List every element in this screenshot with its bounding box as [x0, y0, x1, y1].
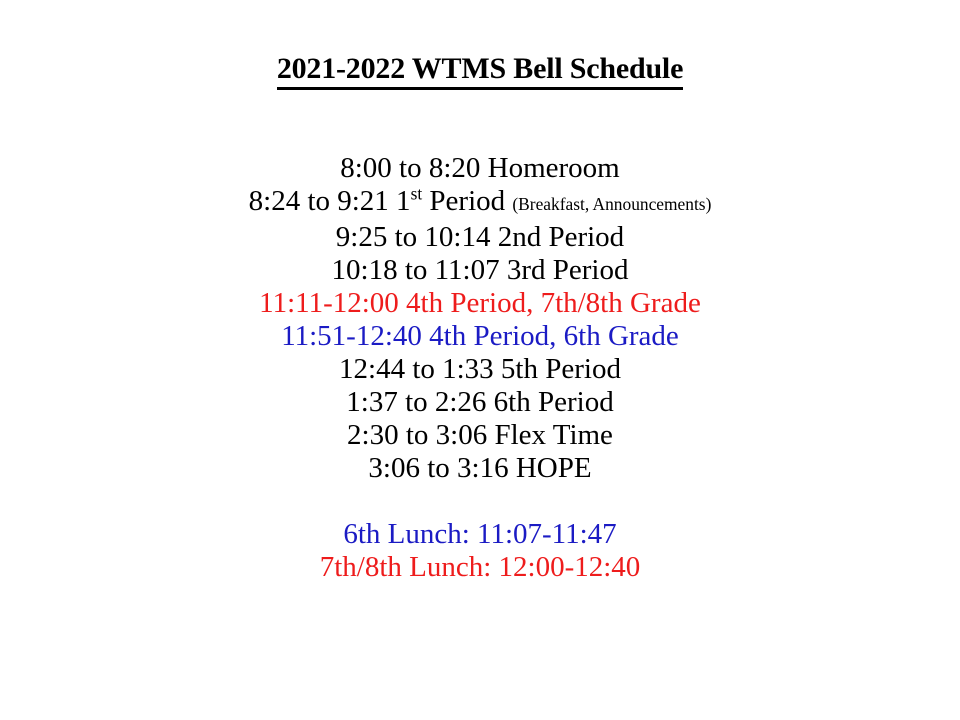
schedule-list	[0, 152, 960, 584]
schedule-line-flex-time: 2:30 to 3:06 Flex Time	[347, 419, 613, 451]
lunch-line-6th-grade: 6th Lunch: 11:07-11:47	[343, 518, 617, 550]
schedule-line-period-4-grade-6: 11:51-12:40 4th Period, 6th Grade	[281, 320, 679, 352]
schedule-line-period-2: 9:25 to 10:14 2nd Period	[335, 221, 625, 253]
blank-separator-line	[0, 485, 960, 518]
schedule-line-period-4-grade-78: 11:11-12:00 4th Period, 7th/8th Grade	[259, 287, 701, 319]
page-title: 2021-2022 WTMS Bell Schedule	[277, 52, 683, 90]
period-1-time-prefix: 8:24 to 9:21 1	[248, 185, 411, 217]
schedule-line-hope: 3:06 to 3:16 HOPE	[368, 452, 592, 484]
schedule-line-period-1	[0, 185, 960, 221]
lunch-line-7th-8th-grade: 7th/8th Lunch: 12:00-12:40	[319, 551, 641, 583]
schedule-line-homeroom: 8:00 to 8:20 Homeroom	[340, 152, 620, 184]
period-1-note: (Breakfast, Announcements)	[512, 194, 712, 214]
period-1-label: Period	[422, 185, 513, 217]
schedule-line-period-6: 1:37 to 2:26 6th Period	[346, 386, 614, 418]
period-1-ordinal-superscript: st	[410, 183, 423, 204]
schedule-line-period-5: 12:44 to 1:33 5th Period	[339, 353, 621, 385]
title-block	[0, 52, 960, 90]
schedule-line-period-3: 10:18 to 11:07 3rd Period	[331, 254, 629, 286]
